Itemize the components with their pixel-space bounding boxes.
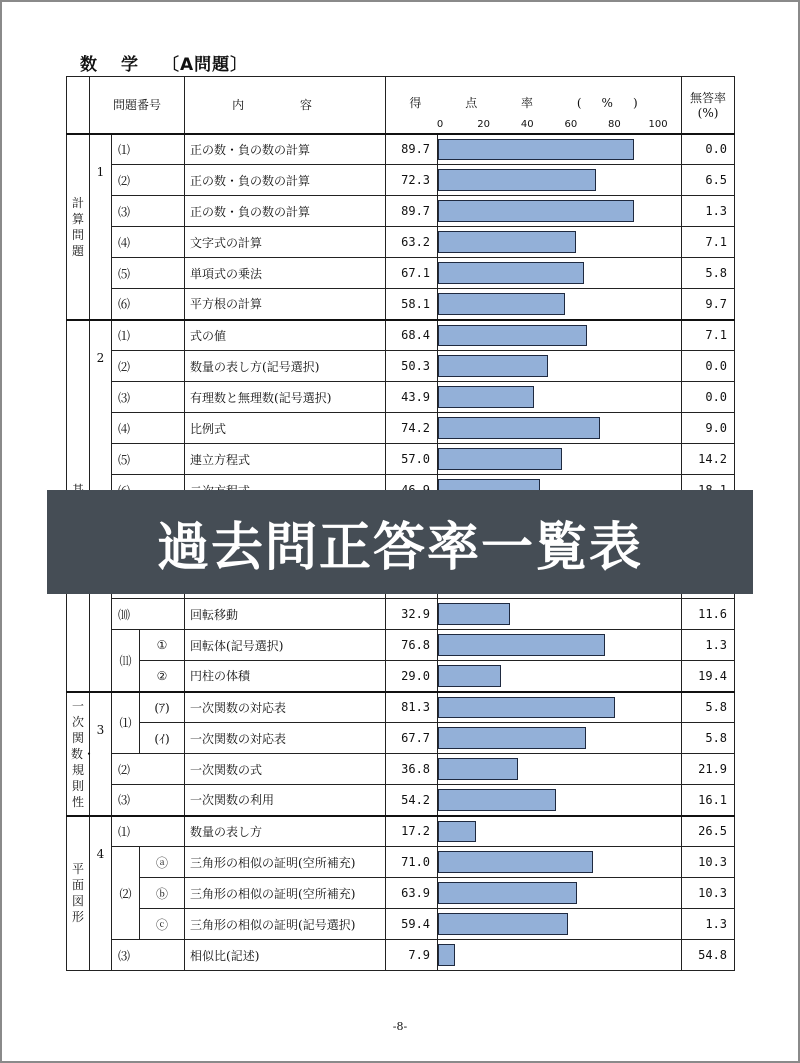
question-content: 三角形の相似の証明(空所補充) xyxy=(185,847,386,878)
banner-text: 過去問正答率一覧表 xyxy=(156,517,643,578)
score-rate-bar xyxy=(438,727,586,749)
score-rate-value: 76.8 xyxy=(386,630,438,661)
score-rate-bar-cell xyxy=(438,847,682,878)
question-content: 一次関数の利用 xyxy=(185,785,386,816)
sub-sub-question-number: (ｱ) xyxy=(140,692,185,723)
score-rate-value: 71.0 xyxy=(386,847,438,878)
no-answer-rate: 1.3 xyxy=(682,196,735,227)
score-rate-bar xyxy=(438,913,567,935)
score-rate-value: 81.3 xyxy=(386,692,438,723)
score-rate-bar-cell xyxy=(438,940,682,971)
score-rate-bar xyxy=(438,231,576,253)
question-content: 三角形の相似の証明(空所補充) xyxy=(185,878,386,909)
question-content: 相似比(記述) xyxy=(185,940,386,971)
rate-axis-ticks xyxy=(386,119,681,131)
question-content: 一次関数の対応表 xyxy=(185,723,386,754)
sub-question-number: ⑶ xyxy=(112,785,185,816)
score-rate-bar-cell xyxy=(438,909,682,940)
score-rate-value: 17.2 xyxy=(386,816,438,847)
table-row xyxy=(67,134,735,165)
score-rate-bar xyxy=(438,634,605,656)
question-content: 正の数・負の数の計算 xyxy=(185,196,386,227)
score-rate-bar-cell xyxy=(438,227,682,258)
question-content: 正の数・負の数の計算 xyxy=(185,134,386,165)
sub-sub-question-number: ⓒ xyxy=(140,909,185,940)
score-rate-bar xyxy=(438,851,593,873)
header-category-cell xyxy=(67,77,90,134)
question-content: 有理数と無理数(記号選択) xyxy=(185,382,386,413)
table-row xyxy=(67,661,735,692)
score-rate-bar-cell xyxy=(438,723,682,754)
score-rate-bar xyxy=(438,758,518,780)
question-number: 4 xyxy=(90,816,112,971)
score-rate-value: 29.0 xyxy=(386,661,438,692)
sub-question-number: ⑴ xyxy=(112,320,185,351)
score-rate-value: 57.0 xyxy=(386,444,438,475)
score-rate-bar-cell xyxy=(438,692,682,723)
score-rate-bar-cell xyxy=(438,599,682,630)
no-answer-rate: 26.5 xyxy=(682,816,735,847)
question-number: 3 xyxy=(90,692,112,816)
question-content: 円柱の体積 xyxy=(185,661,386,692)
score-rate-value: 89.7 xyxy=(386,134,438,165)
question-content: 三角形の相似の証明(記号選択) xyxy=(185,909,386,940)
score-rate-value: 63.2 xyxy=(386,227,438,258)
score-rate-value: 68.4 xyxy=(386,320,438,351)
score-rate-value: 7.9 xyxy=(386,940,438,971)
page-number: -8- xyxy=(392,1020,408,1033)
no-answer-rate: 5.8 xyxy=(682,692,735,723)
table-row xyxy=(67,723,735,754)
score-rate-bar-cell xyxy=(438,258,682,289)
score-rate-bar xyxy=(438,603,510,625)
score-rate-bar xyxy=(438,665,501,687)
score-rate-bar xyxy=(438,448,562,470)
score-rate-bar xyxy=(438,386,534,408)
sub-question-number: ⑸ xyxy=(112,258,185,289)
score-rate-bar-cell xyxy=(438,196,682,227)
sub-question-number: ⑹ xyxy=(112,289,185,320)
sub-question-number: ⑶ xyxy=(112,196,185,227)
category-cell xyxy=(67,692,96,816)
question-content: 一次関数の式 xyxy=(185,754,386,785)
score-rate-bar xyxy=(438,355,548,377)
sub-sub-question-number: (ｲ) xyxy=(140,723,185,754)
no-answer-rate: 1.3 xyxy=(682,909,735,940)
no-answer-rate: 5.8 xyxy=(682,258,735,289)
no-answer-rate: 5.8 xyxy=(682,723,735,754)
no-answer-rate: 9.0 xyxy=(682,413,735,444)
score-rate-bar-cell xyxy=(438,785,682,816)
table-row xyxy=(67,382,735,413)
score-rate-value: 89.7 xyxy=(386,196,438,227)
score-rate-bar-cell xyxy=(438,413,682,444)
table-row xyxy=(67,227,735,258)
category-cell xyxy=(67,134,90,320)
no-answer-rate: 11.6 xyxy=(682,599,735,630)
table-row xyxy=(67,351,735,382)
question-content: 比例式 xyxy=(185,413,386,444)
sub-sub-question-number: ⓑ xyxy=(140,878,185,909)
axis-tick-label: 20 xyxy=(477,118,490,130)
question-number: 1 xyxy=(90,134,112,320)
subject-title: 数学 xyxy=(80,55,162,75)
axis-tick-label: 60 xyxy=(564,118,578,130)
no-answer-rate: 19.4 xyxy=(682,661,735,692)
score-rate-bar xyxy=(438,293,565,315)
no-answer-rate: 7.1 xyxy=(682,320,735,351)
score-rate-value: 72.3 xyxy=(386,165,438,196)
no-answer-rate: 10.3 xyxy=(682,878,735,909)
score-rate-bar-cell xyxy=(438,165,682,196)
axis-tick-label: 0 xyxy=(436,118,444,130)
page-title xyxy=(80,50,248,75)
score-rate-bar-cell xyxy=(438,351,682,382)
score-rate-bar-cell xyxy=(438,630,682,661)
sub-question-number: ⑶ xyxy=(112,940,185,971)
table-row xyxy=(67,630,735,661)
table-row xyxy=(67,785,735,816)
score-rate-value: 58.1 xyxy=(386,289,438,320)
table-row xyxy=(67,599,735,630)
no-answer-rate: 10.3 xyxy=(682,847,735,878)
table-row xyxy=(67,754,735,785)
score-rate-bar xyxy=(438,139,634,161)
score-rate-bar-cell xyxy=(438,382,682,413)
score-rate-bar xyxy=(438,169,596,191)
sub-sub-question-number: ① xyxy=(140,630,185,661)
score-rate-value: 63.9 xyxy=(386,878,438,909)
table-row xyxy=(67,940,735,971)
sub-question-number: ⑷ xyxy=(112,227,185,258)
table-header-row xyxy=(67,77,735,134)
no-answer-rate: 7.1 xyxy=(682,227,735,258)
category-cell xyxy=(67,816,90,971)
category-label: 平面図形 xyxy=(71,862,84,925)
table-row xyxy=(67,289,735,320)
score-rate-bar-cell xyxy=(438,816,682,847)
question-content: 平方根の計算 xyxy=(185,289,386,320)
category-label: 計算問題 xyxy=(71,195,84,258)
score-rate-bar xyxy=(438,882,577,904)
no-answer-rate: 0.0 xyxy=(682,351,735,382)
question-content: 単項式の乗法 xyxy=(185,258,386,289)
sub-sub-question-number: ⓐ xyxy=(140,847,185,878)
score-rate-bar xyxy=(438,325,587,347)
score-rate-value: 43.9 xyxy=(386,382,438,413)
axis-tick-label: 40 xyxy=(520,118,534,130)
axis-tick-label: 100 xyxy=(648,118,668,130)
sub-question-number: ⑴ xyxy=(112,134,185,165)
question-content: 連立方程式 xyxy=(185,444,386,475)
score-rate-bar-cell xyxy=(438,289,682,320)
score-rate-bar-cell xyxy=(438,444,682,475)
question-content: 回転移動 xyxy=(185,599,386,630)
no-answer-rate: 16.1 xyxy=(682,785,735,816)
score-rate-bar xyxy=(438,200,634,222)
score-rate-bar xyxy=(438,697,615,719)
sub-question-number: ⑷ xyxy=(112,413,185,444)
no-answer-rate: 0.0 xyxy=(682,134,735,165)
no-answer-rate: 21.9 xyxy=(682,754,735,785)
table-row xyxy=(67,909,735,940)
table-row xyxy=(67,878,735,909)
sub-question-number: ⑾ xyxy=(112,630,140,692)
sub-question-number: ⑸ xyxy=(112,444,185,475)
question-content: 回転体(記号選択) xyxy=(185,630,386,661)
score-rate-bar-cell xyxy=(438,754,682,785)
category-label: 一次関数・規則性 xyxy=(71,698,96,809)
header-no-answer-line1: 無答率 xyxy=(690,91,727,106)
question-content: 数量の表し方 xyxy=(185,816,386,847)
table-row xyxy=(67,444,735,475)
sub-question-number: ⑴ xyxy=(112,816,185,847)
score-rate-bar-cell xyxy=(438,661,682,692)
header-no-answer xyxy=(682,77,735,134)
table-row xyxy=(67,692,735,723)
no-answer-rate: 6.5 xyxy=(682,165,735,196)
score-rate-bar xyxy=(438,417,600,439)
header-content-label: 内 容 xyxy=(232,98,338,113)
score-rate-bar xyxy=(438,821,475,843)
header-number: 問題番号 xyxy=(90,77,185,134)
question-content: 一次関数の対応表 xyxy=(185,692,386,723)
header-no-answer-line2: (%) xyxy=(697,106,719,121)
score-rate-value: 54.2 xyxy=(386,785,438,816)
question-content: 正の数・負の数の計算 xyxy=(185,165,386,196)
sub-sub-question-number: ② xyxy=(140,661,185,692)
question-content: 数量の表し方(記号選択) xyxy=(185,351,386,382)
table-row xyxy=(67,816,735,847)
sub-question-number: ⑵ xyxy=(112,754,185,785)
header-rate-label: 得 点 率 (%) xyxy=(409,96,658,110)
table-row xyxy=(67,320,735,351)
sub-question-number: ⑵ xyxy=(112,351,185,382)
question-number: 2 xyxy=(90,320,112,692)
score-rate-bar xyxy=(438,262,584,284)
no-answer-rate: 14.2 xyxy=(682,444,735,475)
score-rate-bar xyxy=(438,789,556,811)
table-row xyxy=(67,165,735,196)
question-content: 式の値 xyxy=(185,320,386,351)
score-rate-bar-cell xyxy=(438,134,682,165)
no-answer-rate: 1.3 xyxy=(682,630,735,661)
table-row xyxy=(67,413,735,444)
score-rate-value: 74.2 xyxy=(386,413,438,444)
header-rate xyxy=(386,77,682,134)
sub-question-number: ⑽ xyxy=(112,599,185,630)
score-rate-value: 50.3 xyxy=(386,351,438,382)
score-rate-value: 67.7 xyxy=(386,723,438,754)
score-rate-bar xyxy=(438,944,455,966)
score-rate-bar-cell xyxy=(438,878,682,909)
table-row xyxy=(67,847,735,878)
sub-question-number: ⑵ xyxy=(112,165,185,196)
question-content: 文字式の計算 xyxy=(185,227,386,258)
overlay-banner xyxy=(47,490,753,594)
section-title: 〔A問題〕 xyxy=(162,55,249,75)
no-answer-rate: 54.8 xyxy=(682,940,735,971)
score-rate-value: 59.4 xyxy=(386,909,438,940)
score-rate-bar-cell xyxy=(438,320,682,351)
sub-question-number: ⑵ xyxy=(112,847,140,940)
score-rate-value: 32.9 xyxy=(386,599,438,630)
table-row xyxy=(67,258,735,289)
header-content xyxy=(185,77,386,134)
score-rate-value: 67.1 xyxy=(386,258,438,289)
axis-tick-label: 80 xyxy=(608,118,621,130)
table-row xyxy=(67,196,735,227)
no-answer-rate: 0.0 xyxy=(682,382,735,413)
sub-question-number: ⑴ xyxy=(112,692,140,754)
sub-question-number: ⑶ xyxy=(112,382,185,413)
score-rate-value: 36.8 xyxy=(386,754,438,785)
no-answer-rate: 9.7 xyxy=(682,289,735,320)
